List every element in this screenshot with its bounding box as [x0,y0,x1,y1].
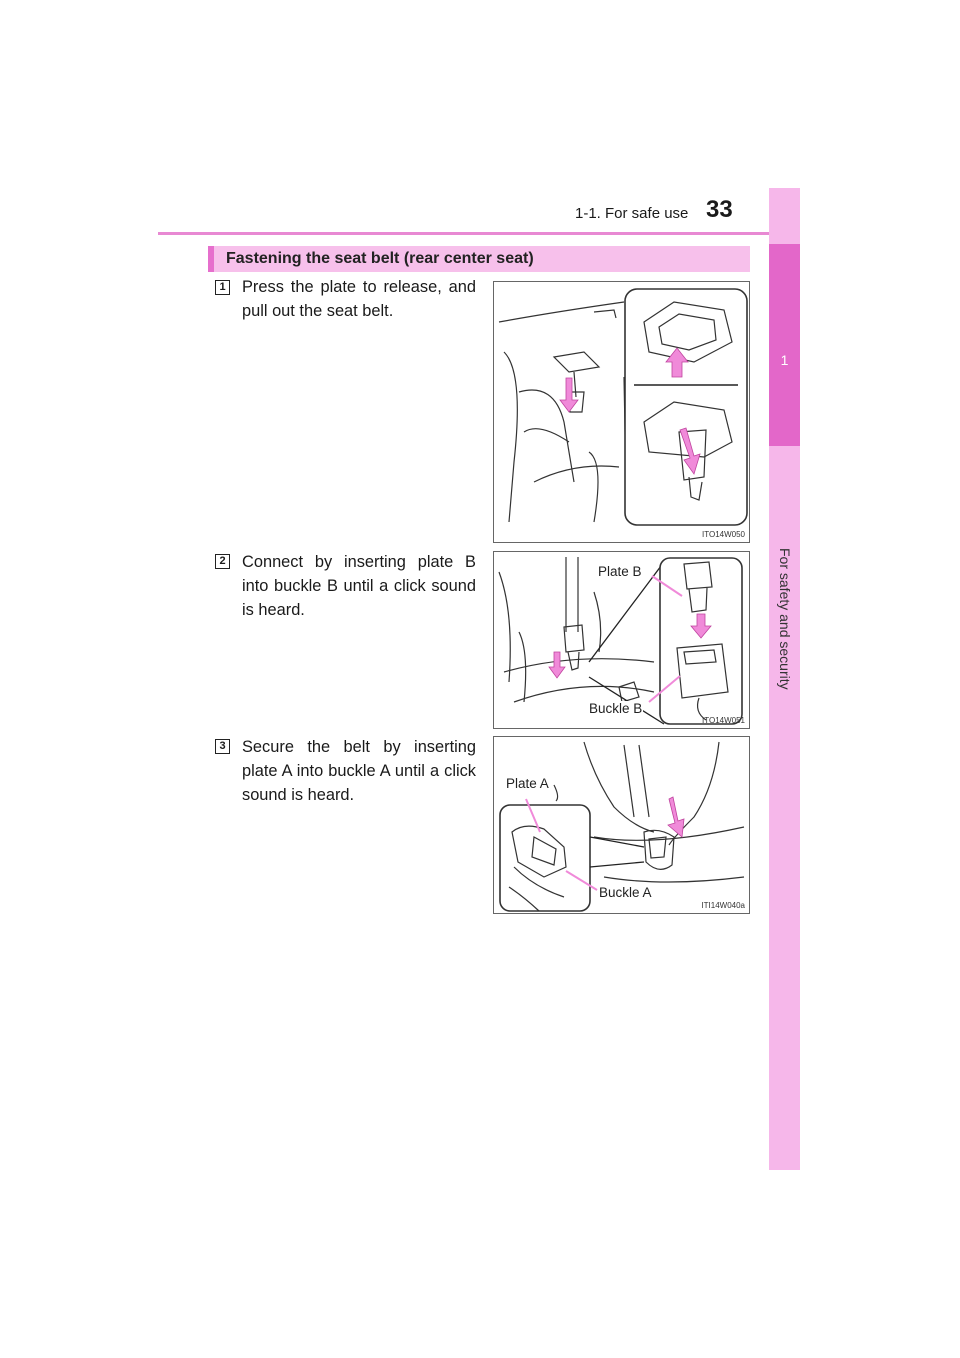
step-number-badge: 1 [215,280,230,295]
step-3-text: Secure the belt by inserting plate A into buckle A until a click sound is heard. [242,738,476,804]
figure-plate-b-buckle-b [493,551,750,729]
figure-release-plate [493,281,750,543]
section-breadcrumb: 1-1. For safe use [575,205,689,222]
buckle-b-label: Buckle B [589,701,643,716]
section-heading [208,246,750,272]
chapter-tab-marker [769,244,800,446]
plate-a-label: Plate A [506,776,549,791]
step-number-badge: 3 [215,739,230,754]
step-1-text: Press the plate to release, and pull out the seat belt. [242,278,476,320]
figure-code: ITI14W040a [701,901,745,910]
chapter-number: 1 [780,352,789,368]
header-rule [158,232,800,235]
page-number: 33 [706,196,733,223]
figure-plate-a-buckle-a [493,736,750,914]
figure-code: ITO14W050 [702,530,745,539]
chapter-title: For safety and security [777,548,793,690]
section-heading-text: Fastening the seat belt (rear center seat) [226,250,534,267]
illustration-seat-belt-release [494,282,750,543]
plate-b-label: Plate B [598,564,642,579]
step-number-badge: 2 [215,554,230,569]
buckle-a-label: Buckle A [599,885,652,900]
figure-code: ITO14W051 [702,716,745,725]
step-2-text: Connect by inserting plate B into buckle B until a click sound is heard. [242,553,476,619]
